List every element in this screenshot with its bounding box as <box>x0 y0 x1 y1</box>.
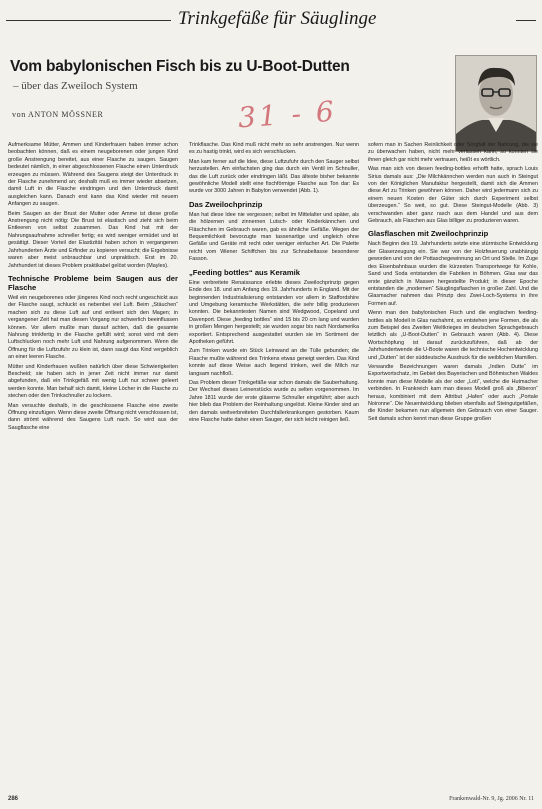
paragraph: Aufmerksame Mütter, Ammen und Kinderfrauen haben immer schon beobachten können, daß es einem neugeborenen oder jungen Kind große Anstrengung bereitet, aus einer Flasche zu saugen. Saugen bedeutet nämlich, in einer abgeschlossenen Flasche einen Unterdruck erzeugen zu müssen. Während des Saugens steigt der Unterdruck in der Flasche zunehmend an; deshalb muß es immer wieder absetzen, damit Luft in die Flasche eindringen und den Unterdruck damit ausgleichen kann. Danach erst kann das Kind wieder mit neuem Anfangen zu saugen. <box>8 142 178 208</box>
paragraph: Man kam ferner auf die Idee, diese Luftzufuhr durch den Sauger selbst herzustellen. Am einfachsten ging das durch ein Ventil im Schnuller, das die Luft zurück oder eindringen läßt. Das älteste bisher bekannte gewöhnliche Modell stellt eine fischförmige Flasche aus Ton dar: Es wurde vor 3000 Jahren in Babylon verwendet (Abb. 1). <box>189 158 359 195</box>
article-byline: von ANTON MÖSSNER <box>12 110 104 119</box>
section-title: Trinkgefäße für Säuglinge <box>178 8 377 29</box>
article-headline: Vom babylonischen Fisch bis zu U-Boot-Dutten <box>10 58 350 75</box>
header-rule-right <box>516 20 536 21</box>
page-number: 286 <box>8 796 19 802</box>
paragraph: Wenn man den babylonischen Fisch und die englischen feeding-bottles als Modell in Glas nachahmt, so entstehen jene Formen, die als zum Beispiel des Zweiten Weltkrieges im deutschen Sprachgebrauch letztlich als „U-Boot-Dutten“ in Gebrauch waren (Abb. 4). Diese Wortschöpfung ist darauf zurückzuführen, daß ab der Jahrhundertwende die U-Boote waren die technische Hochentwicklung und „Dutten“ ist der süddeutsche Ausdruck für die weiblichen Mamillen. <box>368 310 538 361</box>
section-heading: Glasflaschen mit Zweilochprinzip <box>368 229 489 239</box>
author-portrait-drawing <box>456 56 536 151</box>
section-heading: „Feeding bottles“ aus Keramik <box>189 267 300 277</box>
publication-source: Frankenwald-Nr. 9, Jg. 2006 Nr. 11 <box>449 796 534 802</box>
paragraph: Zum Trinken wurde ein Stück Leinwand an die Tülle gebunden; die Flasche mußte während des Trinkens etwas geneigt werden. Das Kind konnte auf diese Weise auch liegend trinken, weil die Milch nur langsam nachfloß. <box>189 348 359 377</box>
paragraph: Mütter und Kinderfrauen wußten natürlich über diese Schwierigkeiten Bescheid; sie haben sich in jener Zeit nicht immer nur damit abgefunden, daß ein Trinkgefäß mit wenig Luft nur schwer geleert werden konnte. Man behalf sich damit, kleine Löcher in die Flasche zu stechen oder den Trinkschnuller zu lockern. <box>8 363 178 400</box>
article-subheadline: – über das Zweiloch System <box>13 80 138 92</box>
paragraph: Nach Beginn des 19. Jahrhunderts setzte eine stürmische Entwicklung der Glaserzeugung ein. Sie war von der Holzfeuerung unabhängig geworden und von der Pottaschegewinnung an Ort und Stelle. Im Zuge des Eisenbahnbaus wurden die kürzesten Transportwege für Kohle, Sand und Soda entstanden die Fabriken in Böhmen. Glas war das erste gänzlich in Massen hergestellte Produkt; in dieser Epoche entstanden die „modernen“ Säuglingsflaschen in großer Zahl. Und die Glasmacher nahmen das Prinzip des Zwei-Loch-Systems in ihre Formen auf. <box>368 241 538 307</box>
section-heading: Technische Probleme beim Saugen aus der Flasche <box>8 273 178 292</box>
article-column-2 <box>189 142 359 792</box>
handwritten-note: 31 - 6 <box>236 94 338 135</box>
article-column-3 <box>368 142 538 792</box>
paragraph: Was man sich von diesen feeding-bottles erhofft hatte, sprach Louis Sirius damals aus: „Die Milchkännchen werden nun auch in Steingut von der Königlichen Manufaktur hergestellt, damit sich die Ammen diese Art zu Trinken gewöhnen können. Daher wird jedermann sich zu einem neuen Kosten der Güter sich durch Experiment selbst überzeugen.“ So weit, so gut. Diese Steingut-Modelle (Abb. 3) verschwanden aber ganz rasch aus dem Handel und aus dem Gebrauch, als Flaschen aus Glas billiger zu produzieren waren. <box>368 166 538 225</box>
paragraph: Das Problem dieser Trinkgefäße war schon damals die Sauberhaltung. Der Wechsel dieses Leinenstücks wurde zu selten vorgenommen. Im Jahre 1811 wurde der erste gläserne Schnuller eingeführt; aber auch hier blieb das Problem der Reinhaltung ungelöst. Kleine Kinder sind an den damals weitverbreiteten Durchfallerkrankungen gestorben. Kaum eine Flasche hatte daher einen Sauger, der sich leicht reinigen ließ. <box>189 379 359 423</box>
paragraph: Verwandte Bezeichnungen waren damals „Indien Dutte“ im Exportwortschatz, im Gebiet des Bayerischen und Böhmischen Waldes konnte man diese Modelle als der oder „Loti“, welche die Hutmacher verbinden. In Frankreich kam man dieses Modell groß als „Biberon“ heraus, kombiniert mit dem Attribut „Hafen“ oder auch „Portale Noironne“. Die Neuentwicklung blieben ebenfalls auf Steingutgefäßen, die Kinder bekamen nun allgemein den Gebrauch von einer Sauger. Seit damals schon kennt man diese Gruppe großen <box>368 363 538 422</box>
paragraph: Eine verbreitete Renaissance erlebte dieses Zweilochprinzip gegen Ende des 18. und am Anfang des 19. Jahrhunderts in England. Mit der beginnenden Industrialisierung entstanden vor allem in Staffordshire und Umgebung keramische Werkstätten, die sehr billig produzieren konnten. Die bekanntesten Namen sind Wedgwood, Copeland und Davenport. Diese „feeding bottles“ sind 15 bis 20 cm lang und wurden in großen Mengen hergestellt; sie wurden sogar bis nach Nordamerika exportiert. Entsprechend ausgestattet wurden sie im Sortiment der Apotheken geführt. <box>189 279 359 345</box>
paragraph: Man hat diese Idee nie vergessen; selbst im Mittelalter und später, als die hölzernen und zinnernen Lutsch- oder Kinderkännchen und Fläschchen im Gebrauch waren, gab es ähnliche Gefäße. Wegen der Bequemlichkeit bevorzugte man tassenartige und ungleich ohne Gefäße und Geräte mit recht oder weniger einfacher Art. Die Palette reicht vom Wiener Schiffchen bis zur Schnabeltasse besonderer Fasson. <box>189 211 359 263</box>
section-heading: Das Zweilochprinzip <box>189 199 263 209</box>
paragraph: sofern man in Sachen Reinlichkeit oder Sorgfalt der Nahrung, die sie zu überwachen haben, nicht mehr verlassen kann, so konnten sie ihnen gleich gar nicht mehr vertrauen, heißt es wörtlich. <box>368 142 538 163</box>
paragraph: Beim Saugen an der Brust der Mutter oder Amme ist diese große Anstrengung nicht nötig: Die Brust ist elastisch und zieht sich beim Entleeren von selbst zusammen. Das Kind hat mit der Nahrungsaufnahme schneller fertig; es wird weniger ermüdet und ist gesättigt. Dieser Vorteil der Elastizität haben schon in vergangenen Jahrhunderten Ärzte und Erfinder zu kopieren versucht; die Ergebnisse waren aber meist unbrauchbar und unpraktisch. Erst im 20. Jahrhundert ist dieses Problem praktikabel gelöst worden (Mayles). <box>8 210 178 269</box>
paragraph: Weil ein neugeborenes oder jüngeres Kind noch recht ungeschickt aus der Flasche saugt, schluckt es nebenbei viel Luft. Beim „Stäuchen“ machen sich zu diese Luft auf und entleert sich den Magen; in vergangener Zeit hat man diesen Vorgang nur schwerlich beeinflussen können. Vor allem mußte man darauf achten, daß die gesamte Nahrung trinkfertig in die Flasche gefüllt wird; sonst wird mit dem Luftschlucken noch mehr Luft und Nahrung aufgenommen. Wenn die Öffnung für die Luftzufuhr zu klein ist, dann saugt das Kind vergeblich an einer leeren Flasche. <box>8 294 178 361</box>
paragraph: Trinkflasche. Das Kind muß nicht mehr so sehr anstrengen. Nur wenn es zu hastig trinkt, wird es sich verschlucken. <box>189 142 359 156</box>
author-portrait <box>455 55 537 152</box>
article-column-1 <box>8 142 178 792</box>
section-header <box>6 8 536 30</box>
paragraph: Man versuchte deshalb, in die geschlossene Flasche eine zweite Öffnung einzufügen. Wenn diese zweite Öffnung nicht verschlossen ist, dann strömt während des Saugens Luft nach. So wird aus der Saugflasche eine <box>8 402 178 431</box>
header-rule-left <box>6 20 171 21</box>
